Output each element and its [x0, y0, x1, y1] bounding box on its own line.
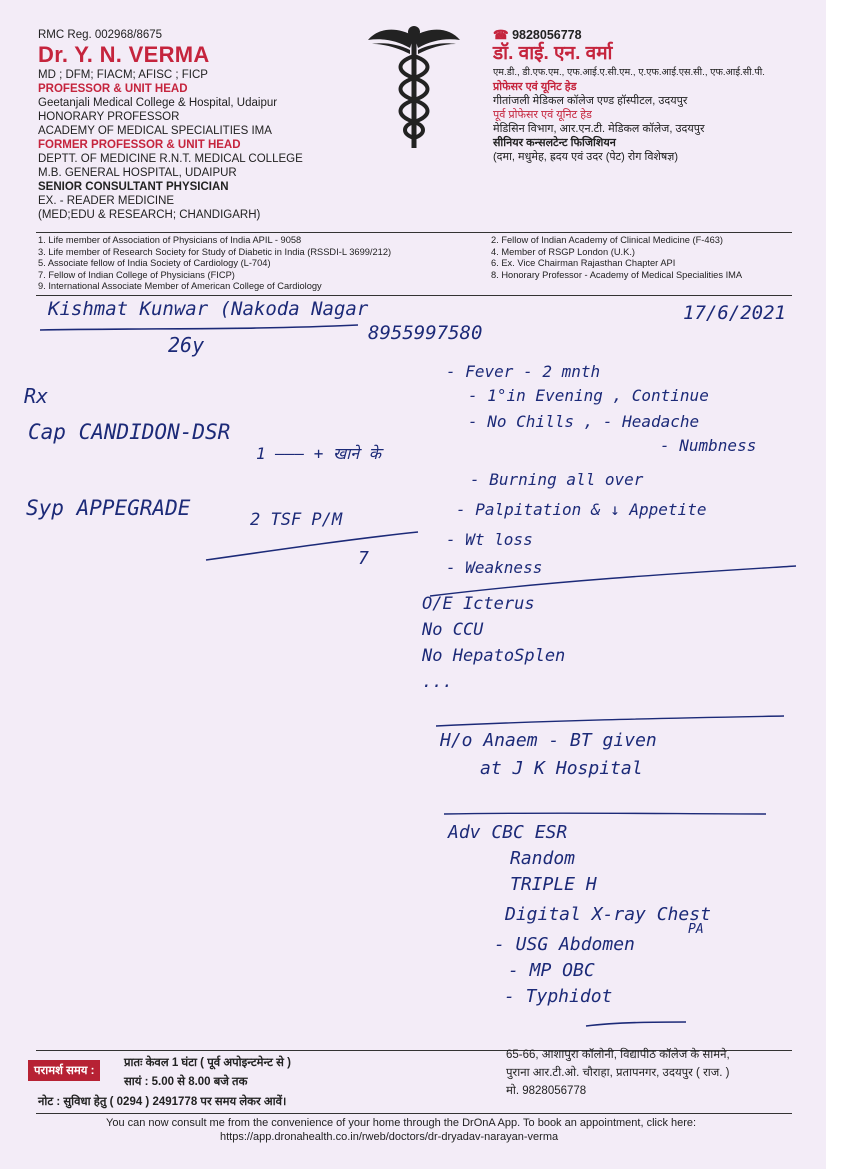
membership-item: 9. International Associate Member of American College of Cardiology	[38, 281, 322, 292]
advice-line: - MP OBC	[508, 960, 595, 981]
history-item: - 1°in Evening , Continue	[468, 386, 709, 405]
duration: 7	[358, 548, 369, 569]
advice-line: Adv CBC ESR	[448, 822, 568, 843]
degrees-hindi: एम.डी., डी.एफ.एम., एफ.आई.ए.सी.एम., ए.एफ.आई.एस.सी., एफ.आई.सी.पी.	[493, 67, 765, 78]
specialty-hindi: (दमा, मधुमेह, ह्रदय एवं उदर (पेट) रोग विशेषज्ञ)	[493, 151, 679, 163]
membership-item: 2. Fellow of Indian Academy of Clinical Medicine (F-463)	[491, 235, 724, 245]
oe-line: No CCU	[422, 620, 484, 640]
advice-line: TRIPLE H	[510, 874, 597, 895]
deptt-hindi: मेडिसिन विभाग, आर.एन.टी. मेडिकल कॉलेज, उदयपुर	[493, 123, 705, 135]
app-divider	[36, 1113, 792, 1114]
college-name: Geetanjali Medical College & Hospital, Udaipur	[38, 97, 278, 109]
title-unit-head: PROFESSOR & UNIT HEAD	[38, 83, 188, 95]
medicine-1-dose: 1 ——— + खाने के	[256, 444, 382, 463]
rx-symbol: Rx	[24, 384, 49, 408]
history-item: - Weakness	[446, 558, 543, 577]
history-line: at J K Hospital	[480, 758, 643, 779]
advice-line: - USG Abdomen	[494, 934, 635, 955]
oe-line: ...	[422, 672, 453, 692]
address-line: पुराना आर.टी.ओ. चौराहा, प्रतापनगर, उदयपुर ( राज. )	[506, 1067, 730, 1079]
history-item: - Numbness	[660, 436, 757, 455]
oe-line: No HepatoSplen	[422, 646, 566, 666]
rx-date: 17/6/2021	[683, 302, 786, 324]
timing-morning: प्रातः केवल 1 घंटा ( पूर्व अपोइन्टमेन्ट से )	[124, 1057, 291, 1069]
membership-item: 8. Honorary Professor - Academy of Medical Specialities IMA	[491, 269, 743, 280]
doctor-name: Dr. Y. N. VERMA	[38, 42, 210, 67]
oe-line: O/E Icterus	[422, 594, 535, 614]
timing-evening: सायं : 5.00 से 8.00 बजे तक	[124, 1076, 248, 1088]
address-line: 65-66, आशापुरा कॉलोनी, विद्यापीठ कॉलेज के सामने,	[506, 1049, 730, 1061]
app-link[interactable]: https://app.dronahealth.co.in/rweb/doctors/dr-dryadav-narayan-verma	[220, 1131, 559, 1143]
degrees: MD ; DFM; FIACM; AFISC ; FICP	[38, 69, 208, 81]
phone-value: 9828056778	[512, 28, 582, 42]
membership-item: 6. Ex. Vice Chairman Rajasthan Chapter API	[491, 258, 676, 269]
medicine-2: Syp APPEGRADE	[26, 496, 191, 520]
page-margin	[826, 0, 848, 1169]
honorary-professor: HONORARY PROFESSOR	[38, 111, 180, 123]
doctor-name-hindi: डॉ. वाई. एन. वर्मा	[493, 43, 613, 64]
patient-age: 26y	[168, 333, 205, 357]
phone-icon: ☎	[493, 28, 509, 42]
title-hindi: प्रोफेसर एवं यूनिट हेड	[493, 81, 577, 93]
history-line: H/o Anaem - BT given	[440, 730, 657, 751]
history-item: - Fever - 2 mnth	[446, 362, 601, 381]
hospital: M.B. GENERAL HOSPITAL, UDAIPUR	[38, 167, 237, 179]
appointment-note: नोट : सुविधा हेतु ( 0294 ) 2491778 पर समय लेकर आवें।	[38, 1096, 287, 1108]
medicine-1: Cap CANDIDON-DSR	[28, 420, 231, 444]
history-item: - Wt loss	[446, 530, 533, 549]
membership-item: 7. Fellow of Indian College of Physicians (FICP)	[38, 269, 235, 280]
ex-reader: EX. - READER MEDICINE	[38, 195, 175, 207]
deptt: DEPTT. OF MEDICINE R.N.T. MEDICAL COLLEGE	[38, 153, 303, 165]
medicine-2-dose: 2 TSF P/M	[250, 510, 343, 530]
advice-line: Random	[510, 848, 576, 869]
senior-consultant: SENIOR CONSULTANT PHYSICIAN	[38, 181, 229, 193]
membership-item: 4. Member of RSGP London (U.K.)	[491, 246, 635, 257]
former-hindi: पूर्व प्रोफेसर एवं यूनिट हेड	[493, 109, 592, 121]
former-title: FORMER PROFESSOR & UNIT HEAD	[38, 139, 241, 151]
pgimer: (MED;EDU & RESEARCH; CHANDIGARH)	[38, 209, 261, 221]
mobile-number: मो. 9828056778	[506, 1085, 587, 1097]
advice-line: - Typhidot	[504, 986, 613, 1007]
membership-item: 1. Life member of Association of Physicians of India APIL - 9058	[38, 235, 302, 245]
membership-item: 3. Life member of Research Society for Study of Diabetic in India (RSSDI-L 3699/212)	[38, 246, 392, 257]
history-item: - Palpitation & ↓ Appetite	[456, 500, 707, 519]
patient-phone: 8955997580	[368, 322, 483, 344]
college-hindi: गीतांजली मेडिकल कॉलेज एण्ड हॉस्पीटल, उदयपुर	[493, 95, 688, 107]
advice-extra: PA	[688, 922, 704, 937]
app-promo-text: You can now consult me from the convenience of your home through the DrOnA App. To book an appointment, click here:	[106, 1117, 697, 1129]
membership-item: 5. Associate fellow of India Society of Cardiology (L-704)	[38, 258, 271, 269]
consult-time-badge: परामर्श समय :	[28, 1060, 100, 1081]
senior-hindi: सीनियर कन्सलटेन्ट फिजिशियन	[493, 137, 616, 149]
history-item: - Burning all over	[470, 470, 644, 489]
history-item: - No Chills , - Headache	[468, 412, 700, 431]
academy: ACADEMY OF MEDICAL SPECIALITIES IMA	[38, 125, 272, 137]
rmc-reg: RMC Reg. 002968/8675	[38, 29, 163, 41]
advice-line: Digital X-ray Chest	[505, 904, 711, 925]
patient-name: Kishmat Kunwar (Nakoda Nagar	[48, 298, 369, 320]
